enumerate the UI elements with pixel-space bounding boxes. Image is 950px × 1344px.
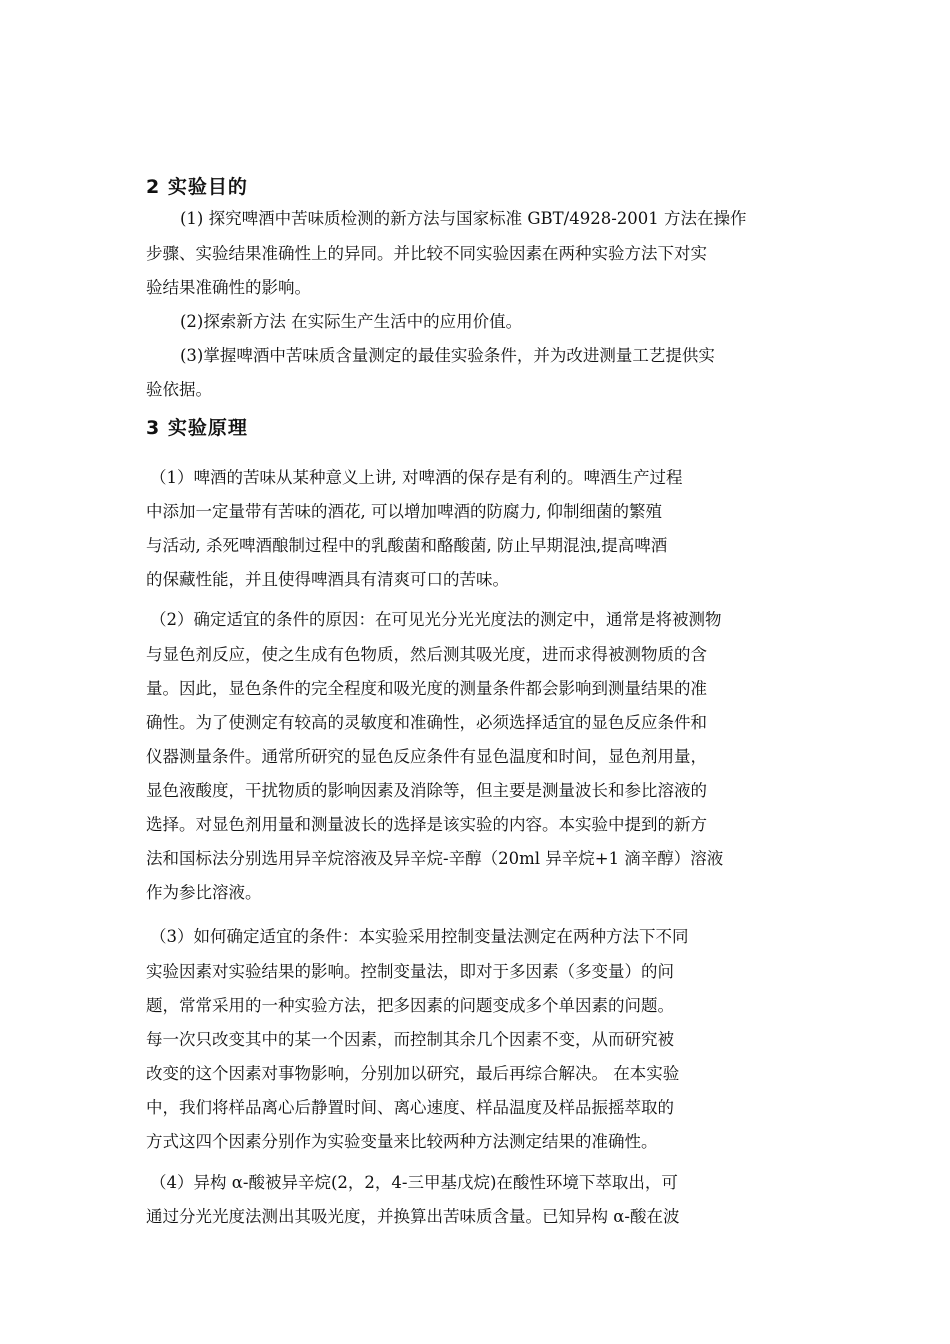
paragraph-line: 确性。为了使测定有较高的灵敏度和准确性，必须选择适宜的显色反应条件和 <box>146 713 707 732</box>
paragraph-line: （1）啤酒的苦味从某种意义上讲, 对啤酒的保存是有利的。啤酒生产过程 <box>150 468 683 487</box>
paragraph-line: 方式这四个因素分别作为实验变量来比较两种方法测定结果的准确性。 <box>146 1132 658 1151</box>
paragraph-line: 通过分光光度法测出其吸光度，并换算出苦味质含量。已知异构 α-酸在波 <box>146 1207 680 1226</box>
paragraph-line: 步骤、实验结果准确性上的异同。并比较不同实验因素在两种实验方法下对实 <box>146 244 707 263</box>
paragraph-line: （3）如何确定适宜的条件：本实验采用控制变量法测定在两种方法下不同 <box>150 927 689 946</box>
paragraph-line: 中添加一定量带有苦味的酒花, 可以增加啤酒的防腐力, 仰制细菌的繁殖 <box>146 502 662 521</box>
paragraph-line: (1) 探究啤酒中苦味质检测的新方法与国家标准 GBT/4928-2001 方法在操作 <box>180 209 747 228</box>
paragraph-line: (2)探索新方法 在实际生产生活中的应用价值。 <box>180 312 523 331</box>
paragraph-line: 仪器测量条件。通常所研究的显色反应条件有显色温度和时间，显色剂用量， <box>146 747 707 766</box>
section-heading-principle: 3 实验原理 <box>146 417 248 439</box>
paragraph-line: 法和国标法分别选用异辛烷溶液及异辛烷-辛醇（20ml 异辛烷+1 滴辛醇）溶液 <box>146 849 724 868</box>
paragraph-line: 与显色剂反应，使之生成有色物质，然后测其吸光度，进而求得被测物质的含 <box>146 645 707 664</box>
paragraph-line: 实验因素对实验结果的影响。控制变量法，即对于多因素（多变量）的问 <box>146 962 674 981</box>
paragraph-line: 改变的这个因素对事物影响，分别加以研究，最后再综合解决。 在本实验 <box>146 1064 680 1083</box>
paragraph-line: 题，常常采用的一种实验方法，把多因素的问题变成多个单因素的问题。 <box>146 996 674 1015</box>
paragraph-line: 验依据。 <box>146 380 212 399</box>
paragraph-line: 与活动, 杀死啤酒酿制过程中的乳酸菌和酪酸菌, 防止早期混浊,提高啤酒 <box>146 536 668 555</box>
paragraph-line: 量。因此，显色条件的完全程度和吸光度的测量条件都会影响到测量结果的准 <box>146 679 707 698</box>
paragraph-line: (3)掌握啤酒中苦味质含量测定的最佳实验条件，并为改进测量工艺提供实 <box>180 346 715 365</box>
section-heading-objectives: 2 实验目的 <box>146 176 248 198</box>
paragraph-line: （4）异构 α-酸被异辛烷(2，2，4-三甲基戊烷)在酸性环境下萃取出，可 <box>150 1173 678 1192</box>
paragraph-line: （2）确定适宜的条件的原因：在可见光分光光度法的测定中，通常是将被测物 <box>150 610 722 629</box>
paragraph-line: 作为参比溶液。 <box>146 883 262 902</box>
paragraph-line: 显色液酸度，干扰物质的影响因素及消除等，但主要是测量波长和参比溶液的 <box>146 781 707 800</box>
paragraph-line: 的保藏性能，并且使得啤酒具有清爽可口的苦味。 <box>146 570 509 589</box>
paragraph-line: 每一次只改变其中的某一个因素，而控制其余几个因素不变，从而研究被 <box>146 1030 674 1049</box>
paragraph-line: 选择。对显色剂用量和测量波长的选择是该实验的内容。本实验中提到的新方 <box>146 815 707 834</box>
paragraph-line: 中，我们将样品离心后静置时间、离心速度、样品温度及样品振摇萃取的 <box>146 1098 674 1117</box>
paragraph-line: 验结果准确性的影响。 <box>146 278 311 297</box>
